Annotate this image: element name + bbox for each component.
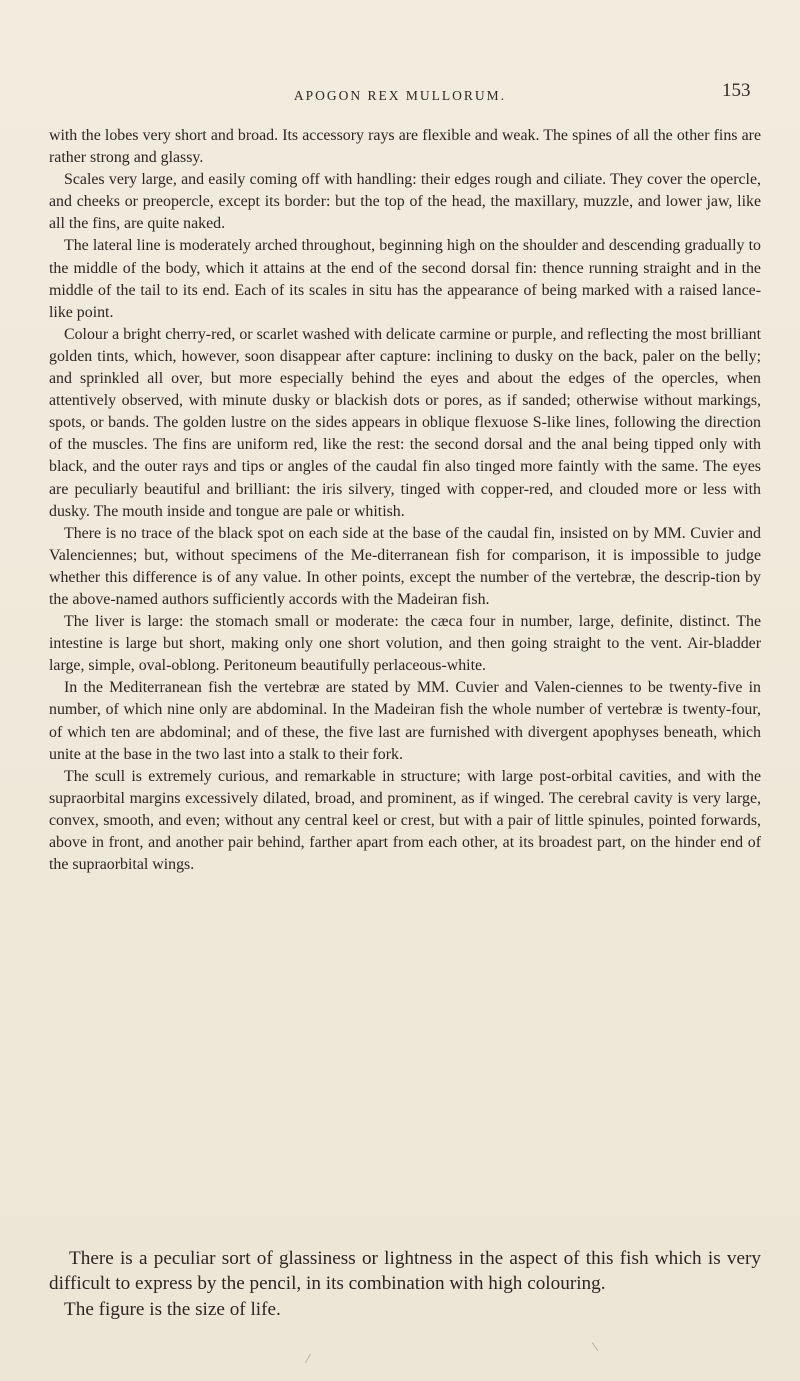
paragraph-liver: The liver is large: the stomach small or moderate: the cæca four in number, large, definite, distinct. The intestine is large but short, making only one short volution, and then going straight to the vent. Air-bladder large, simple, oval-oblong. Peritoneum beautifully perlaceous-white. bbox=[49, 613, 761, 675]
running-title: APOGON REX MULLORUM. bbox=[293, 88, 507, 103]
paragraph-black-spot: There is no trace of the black spot on each side at the base of the caudal fin, insisted on by MM. Cuvier and Valenciennes; but, without specimens of the Me-diterranean fish for comparison, it is impossible to judge whether this difference is of any value. In other points, except the number of the vertebræ, the descrip-tion by the above-named authors sufficiently accords with the Madeiran fish. bbox=[49, 524, 761, 608]
page-number: 153 bbox=[722, 80, 751, 101]
closing-text bbox=[49, 1246, 761, 1322]
paper-speck bbox=[592, 1339, 603, 1351]
paragraph-figure-size: The figure is the size of life. bbox=[64, 1298, 281, 1320]
paragraph-scull: The scull is extremely curious, and remarkable in structure; with large post-orbital cavities, and with the supraorbital margins excessively dilated, broad, and prominent, as if winged. The cerebral cavity is very large, convex, smooth, and even; without any central keel or crest, but with a pair of little spinules, pointed forwards, above in front, and another pair behind, farther apart from each other, at its broadest part, on the hinder end of the supraorbital wings. bbox=[49, 767, 761, 874]
paragraph-vertebrae: In the Mediterranean fish the vertebræ are stated by MM. Cuvier and Valen-ciennes to be twenty-five in number, of which nine only are abdominal. In the Madeiran fish the whole number of vertebræ is twenty-four, of which ten are abdominal; and of these, the five last are furnished with divergent apophyses beneath, which unite at the base in the two last into a stalk to their fork. bbox=[49, 679, 761, 763]
paragraph-colour: Colour a bright cherry-red, or scarlet washed with delicate carmine or purple, and reflecting the most brilliant golden tints, which, however, soon disappear after capture: inclining to dusky on the back, paler on the belly; and sprinkled all over, but more especially behind the eyes and about the edges of the opercles, when attentively observed, with minute dusky or blackish dots or pores, as if sanded; otherwise without markings, spots, or bands. The golden lustre on the sides appears in oblique flexuose S-like lines, following the direction of the muscles. The fins are uniform red, like the rest: the second dorsal and the anal being tipped only with black, and the outer rays and tips or angles of the caudal fin also tinged more faintly with the same. The eyes are peculiarly beautiful and brilliant: the iris silvery, tinged with copper-red, and clouded more or less with dusky. The mouth inside and tongue are pale or whitish. bbox=[49, 325, 761, 520]
paragraph-scales: Scales very large, and easily coming off with handling: their edges rough and ciliate. They cover the opercle, and cheeks or preopercle, except its border: but the top of the head, the maxillary, muzzle, and lower jaw, like all the fins, are quite naked. bbox=[49, 171, 761, 233]
paragraph-glassiness: There is a peculiar sort of glassiness or lightness in the aspect of this fish which is very difficult to express by the pencil, in its combination with high colouring. bbox=[49, 1248, 761, 1295]
paragraph-fins: with the lobes very short and broad. Its accessory rays are flexible and weak. The spines of all the other fins are rather strong and glassy. bbox=[49, 127, 761, 167]
main-text bbox=[49, 125, 761, 876]
paragraph-lateral-line: The lateral line is moderately arched throughout, beginning high on the shoulder and descending gradually to the middle of the body, which it attains at the end of the second dorsal fin: thence running straight and in the middle of the tail to its end. Each of its scales in situ has the appearance of being marked with a raised lance-like point. bbox=[49, 237, 761, 321]
paper-speck bbox=[305, 1354, 316, 1366]
